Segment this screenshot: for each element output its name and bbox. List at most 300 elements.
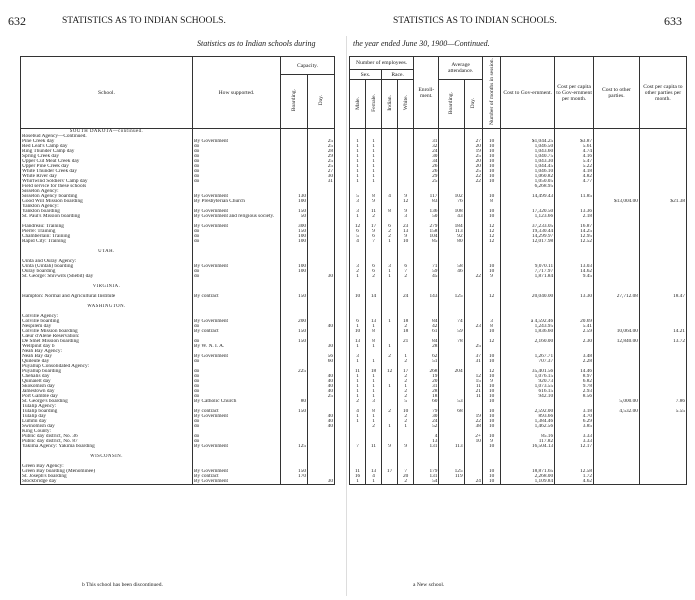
school-name-cell: SOUTH DAKOTA—continued. (21, 129, 193, 135)
cost-government-cell: 1,043.60 (501, 149, 555, 154)
cost-per-capita-cell: 4.70 (555, 414, 594, 419)
support-cell: do (193, 324, 281, 329)
right-statistics-table (349, 56, 687, 485)
male-cell: 7 (350, 444, 366, 449)
female-cell: 8 (366, 409, 382, 414)
capacity-day-cell: 25 (308, 159, 335, 164)
support-cell: By contract (193, 329, 281, 334)
male-cell: 3 (350, 354, 366, 359)
school-name-cell: Colville Mission boarding (21, 329, 193, 334)
female-cell: 1 (366, 359, 382, 364)
cost-per-capita-cell: 9.45 (555, 274, 594, 279)
support-cell: do (193, 369, 281, 374)
months-cell: 10 (482, 159, 500, 164)
column-header-attendance-boarding: Boarding. (439, 80, 464, 129)
capacity-boarding-cell: 200 (281, 319, 308, 324)
school-name-cell: Rapid City: Training (21, 239, 193, 244)
capacity-boarding-cell: 150 (281, 409, 308, 414)
cost-government-cell: 16,504.13 (501, 444, 555, 449)
attendance-boarding-cell: 184 (439, 224, 464, 229)
female-cell: 13 (366, 319, 382, 324)
enrollment-cell: 54 (414, 479, 439, 485)
column-header-months: Number of months in session. (482, 57, 500, 129)
support-cell: By contract (193, 474, 281, 479)
cost-government-cell: 893.66 (501, 414, 555, 419)
months-cell: 10 (482, 144, 500, 149)
table-row (350, 479, 687, 485)
cost-per-capita-cell: 4.62 (555, 479, 594, 485)
support-cell: By Government (193, 479, 281, 485)
cost-other-per-capita-cell: 18.47 (639, 294, 686, 299)
column-header-male: Male. (350, 80, 366, 129)
cost-other-cell (594, 479, 640, 485)
female-cell: 1 (366, 414, 382, 419)
attendance-day-cell: 37 (464, 354, 482, 359)
school-name-cell: UTAH. (21, 249, 193, 254)
left-running-title: STATISTICS AS TO INDIAN SCHOOLS. (62, 16, 226, 26)
support-cell: do (193, 439, 281, 444)
school-name-cell: De Smet Mission boarding (21, 339, 193, 344)
indian-cell: 1 (382, 384, 398, 389)
months-cell: 12 (482, 294, 500, 299)
capacity-boarding-cell: 50 (281, 214, 308, 219)
female-cell: 18 (366, 369, 382, 374)
months-cell: 10 (482, 389, 500, 394)
support-cell: do (193, 164, 281, 169)
school-name-cell: Yankton boarding (21, 209, 193, 214)
support-cell: By Government and religious society. (193, 214, 281, 219)
female-cell: 1 (366, 169, 382, 174)
enrollment-cell: 28 (414, 389, 439, 394)
enrollment-cell: 131 (414, 474, 439, 479)
support-cell: By Government (193, 414, 281, 419)
support-cell: do (193, 159, 281, 164)
cost-government-cell: 14,499.43 (501, 194, 555, 199)
attendance-boarding-cell: 113 (439, 229, 464, 234)
cost-government-cell: 1,073.55 (501, 384, 555, 389)
cost-government-cell: 1,267.71 (501, 354, 555, 359)
white-cell: 24 (398, 294, 414, 299)
cost-government-cell: 19,330.44 (501, 229, 555, 234)
attendance-day-cell: 22 (464, 274, 482, 279)
cost-government-cell: 2,592.00 (501, 409, 555, 414)
white-cell: 9 (398, 234, 414, 239)
attendance-boarding-cell: 204 (439, 369, 464, 374)
enrollment-cell: 25 (414, 179, 439, 184)
white-cell: 2 (398, 479, 414, 485)
school-name-cell: White Thunder Creek day (21, 169, 193, 174)
capacity-day-cell: 60 (308, 359, 335, 364)
white-cell: 9 (398, 194, 414, 199)
attendance-day-cell: 11 (464, 394, 482, 399)
capacity-boarding-cell: 100 (281, 264, 308, 269)
months-cell: 10 (482, 434, 500, 439)
school-name-cell: Green Bay boarding (Menominee) (21, 469, 193, 474)
capacity-boarding-cell: 130 (281, 194, 308, 199)
female-cell: 1 (366, 174, 382, 179)
school-name-cell: Upper Cut Meat Creek day (21, 159, 193, 164)
capacity-day-cell: 40 (308, 424, 335, 429)
cost-per-capita-cell: 5.41 (555, 324, 594, 329)
months-cell: 10 (482, 444, 500, 449)
cost-other-per-capita-cell: 7.86 (639, 399, 686, 404)
capacity-boarding-cell: 80 (281, 399, 308, 404)
male-cell: 4 (350, 409, 366, 414)
cost-government-cell: 2,268.00 (501, 474, 555, 479)
female-cell: 8 (366, 329, 382, 334)
cost-per-capita-cell: 5.61 (555, 144, 594, 149)
school-name-cell: Pine Creek day (21, 139, 193, 144)
support-cell: do (193, 229, 281, 234)
months-cell: 10 (482, 214, 500, 219)
capacity-boarding-cell: 300 (281, 224, 308, 229)
white-cell: 18 (398, 329, 414, 334)
months-cell: 10 (482, 194, 500, 199)
months-cell: 10 (482, 374, 500, 379)
female-cell: 1 (366, 149, 382, 154)
indian-cell: 1 (382, 269, 398, 274)
cost-per-capita-cell: 14.25 (555, 229, 594, 234)
capacity-day-cell: 30 (308, 344, 335, 349)
support-cell: do (193, 234, 281, 239)
attendance-day-cell: 22 (464, 419, 482, 424)
indian-cell: 4 (382, 194, 398, 199)
white-cell: 7 (398, 469, 414, 474)
attendance-day-cell: 22 (464, 174, 482, 179)
enrollment-cell: 45 (414, 274, 439, 279)
cost-government-cell: 616.15 (501, 389, 555, 394)
male-cell: 1 (350, 384, 366, 389)
cost-per-capita-cell: 12.17 (555, 444, 594, 449)
female-cell: 9 (366, 229, 382, 234)
male-cell: 3 (350, 264, 366, 269)
enrollment-cell: 18 (414, 394, 439, 399)
cost-government-cell: 37,233.05 (501, 224, 555, 229)
capacity-day-cell: 40 (308, 384, 335, 389)
attendance-day-cell: 24 (464, 479, 482, 485)
capacity-day-cell: 30 (308, 274, 335, 279)
cost-per-capita-cell: 1.72 (555, 474, 594, 479)
capacity-boarding-cell: 150 (281, 209, 308, 214)
school-name-cell: Swinomish day (21, 424, 193, 429)
attendance-day-cell: 38 (464, 424, 482, 429)
cost-other-cell: 12,840.00 (594, 339, 640, 344)
cost-per-capita-cell: 14.62 (555, 269, 594, 274)
male-cell: 1 (350, 419, 366, 424)
attendance-day-cell: 31 (464, 359, 482, 364)
male-cell: 16 (350, 474, 366, 479)
school-name-cell: Rosebud Agency—Continued. (21, 134, 193, 139)
capacity-day-cell: 28 (308, 149, 335, 154)
support-cell: do (193, 154, 281, 159)
cost-other-per-capita-cell: 14.21 (639, 329, 686, 334)
capacity-day-cell: 25 (308, 394, 335, 399)
cost-government-cell: 1,109.84 (501, 479, 555, 485)
white-cell: 10 (398, 409, 414, 414)
column-header-cost-other: Cost to other parties. (594, 57, 640, 129)
male-cell: 1 (350, 164, 366, 169)
enrollment-cell: 31 (414, 139, 439, 144)
male-cell: 1 (350, 414, 366, 419)
months-cell: 12 (482, 339, 500, 344)
indian-cell: 2 (382, 409, 398, 414)
capacity-day-cell: 40 (308, 324, 335, 329)
attendance-day-cell: 19 (464, 414, 482, 419)
attendance-boarding-cell: 119 (439, 474, 464, 479)
support-cell: do (193, 269, 281, 274)
months-cell: 10 (482, 414, 500, 419)
cost-per-capita-cell: 5.47 (555, 159, 594, 164)
months-cell: 10 (482, 479, 500, 485)
enrollment-cell: 26 (414, 164, 439, 169)
white-cell: 17 (398, 369, 414, 374)
school-name-cell: Good Will Mission boarding (21, 199, 193, 204)
school-name-cell: Jamestown day (21, 389, 193, 394)
months-cell: 10 (482, 269, 500, 274)
column-header-support: How supported. (193, 57, 281, 129)
attendance-day-cell: 25 (464, 344, 482, 349)
capacity-boarding-cell: 100 (281, 199, 308, 204)
cost-per-capita-cell: 8.56 (555, 394, 594, 399)
cost-government-cell: 1,046.10 (501, 169, 555, 174)
cost-per-capita-cell: 3.48 (555, 354, 594, 359)
cost-per-capita-cell: 4.16 (555, 154, 594, 159)
female-cell: 8 (366, 339, 382, 344)
column-header-female: Female. (366, 80, 382, 129)
cost-government-cell: 1,050.05 (501, 179, 555, 184)
column-header-attendance-day: Day. (464, 80, 482, 129)
school-name-cell: Port Gamble day (21, 394, 193, 399)
white-cell: 3 (398, 214, 414, 219)
school-name-cell: Public day district, No. 87 (21, 439, 193, 444)
cost-per-capita-cell: 3.33 (555, 439, 594, 444)
attendance-day-cell: 19 (464, 149, 482, 154)
attendance-day-cell: 15 (464, 379, 482, 384)
white-cell: 2 (398, 379, 414, 384)
attendance-day-cell: 25 (464, 154, 482, 159)
female-cell: 1 (366, 179, 382, 184)
female-cell: 11 (366, 209, 382, 214)
female-cell: 17 (366, 224, 382, 229)
male-cell: 3 (350, 209, 366, 214)
cost-per-capita-cell: 9.78 (555, 384, 594, 389)
enrollment-cell: 85 (414, 239, 439, 244)
attendance-boarding-cell: 46 (439, 269, 464, 274)
female-cell: 6 (366, 234, 382, 239)
cost-per-capita-cell: 11.85 (555, 194, 594, 199)
school-name-cell: Nespilem day (21, 324, 193, 329)
enrollment-cell: 51 (414, 359, 439, 364)
enrollment-cell: 28 (414, 344, 439, 349)
school-name-cell: Ring Thunder Camp day (21, 149, 193, 154)
male-cell: 1 (350, 389, 366, 394)
support-cell: do (193, 179, 281, 184)
attendance-boarding-cell: 102 (439, 194, 464, 199)
support-cell: By Government (193, 264, 281, 269)
cost-other-per-capita-cell (639, 479, 686, 485)
cost-other-cell: 27,712.08 (594, 294, 640, 299)
cost-per-capita-cell: 16.87 (555, 224, 594, 229)
male-cell: 1 (350, 154, 366, 159)
support-cell: do (193, 339, 281, 344)
school-name-cell: Lummi day (21, 419, 193, 424)
cost-government-cell: 1,871.84 (501, 274, 555, 279)
support-cell: do (193, 419, 281, 424)
male-cell: 5 (350, 234, 366, 239)
attendance-boarding-cell: 125 (439, 294, 464, 299)
female-cell: 11 (366, 444, 382, 449)
cost-government-cell: 1,462.56 (501, 424, 555, 429)
attendance-day-cell: 23 (464, 324, 482, 329)
left-statistics-table (20, 56, 335, 485)
indian-cell: 6 (382, 224, 398, 229)
support-cell: do (193, 274, 281, 279)
cost-government-cell: 35,401.56 (501, 369, 555, 374)
support-cell: do (193, 374, 281, 379)
capacity-day-cell: 25 (308, 144, 335, 149)
attendance-day-cell: 21 (464, 389, 482, 394)
indian-cell: 2 (382, 234, 398, 239)
cost-government-cell: 1,040.75 (501, 154, 555, 159)
school-name-cell: Spring Creek day (21, 154, 193, 159)
male-cell: 1 (350, 144, 366, 149)
right-running-title: STATISTICS AS TO INDIAN SCHOOLS. (393, 16, 557, 26)
female-cell: 1 (366, 139, 382, 144)
cost-per-capita-cell: 4.82 (555, 174, 594, 179)
attendance-day-cell: 22 (464, 179, 482, 184)
male-cell: 1 (350, 374, 366, 379)
male-cell: 1 (350, 274, 366, 279)
enrollment-cell: 79 (414, 409, 439, 414)
capacity-boarding-cell: 100 (281, 234, 308, 239)
indian-cell: 1 (382, 319, 398, 324)
cost-per-capita-cell: 4.77 (555, 179, 594, 184)
cost-per-capita-cell: 12.95 (555, 234, 594, 239)
column-header-capacity-day: Day. (308, 75, 335, 129)
support-cell: By W. N. I. A. (193, 344, 281, 349)
support-cell: do (193, 149, 281, 154)
cost-per-capita-cell: 12.52 (555, 239, 594, 244)
capacity-day-cell: 40 (308, 414, 335, 419)
cost-government-cell: 1,384.46 (501, 419, 555, 424)
enrollment-cell: 179 (414, 469, 439, 474)
female-cell: 1 (366, 159, 382, 164)
indian-cell: 1 (382, 274, 398, 279)
enrollment-cell: 84 (414, 319, 439, 324)
female-cell: 6 (366, 264, 382, 269)
cost-per-capita-cell: 8.97 (555, 374, 594, 379)
school-name-cell: Green Bay Agency: (21, 464, 193, 469)
school-name-cell: Flandreau: Training (21, 224, 193, 229)
male-cell: 1 (350, 149, 366, 154)
capacity-day-cell: 30 (308, 174, 335, 179)
months-cell: 10 (482, 419, 500, 424)
support-cell: By contract (193, 409, 281, 414)
cost-government-cell: 1,046.50 (501, 144, 555, 149)
footnote-new-school: a New school. (413, 582, 445, 588)
capacity-boarding-cell: 150 (281, 294, 308, 299)
school-name-cell: Chehalis day (21, 374, 193, 379)
school-name-cell: Yankton Agency: (21, 204, 193, 209)
cost-government-cell: 1,044.45 (501, 164, 555, 169)
capacity-boarding-cell: 150 (281, 229, 308, 234)
cost-per-capita-cell: 2.18 (555, 214, 594, 219)
white-cell: 2 (398, 274, 414, 279)
column-header-employees: Number of employees. (350, 57, 414, 70)
white-cell: 12 (398, 199, 414, 204)
cost-per-capita-cell: 2.59 (555, 329, 594, 334)
support-cell: By Government (193, 469, 281, 474)
attendance-day-cell: 25 (464, 169, 482, 174)
capacity-boarding-cell: 100 (281, 239, 308, 244)
capacity-day-cell: 56 (308, 354, 335, 359)
column-header-school: School. (21, 57, 193, 129)
school-name-cell: Puyallup boarding (21, 369, 193, 374)
cost-government-cell: 17,320.50 (501, 209, 555, 214)
cost-per-capita-cell: 13.30 (555, 294, 594, 299)
enrollment-cell: 61 (414, 329, 439, 334)
cost-per-capita-cell: 3.85 (555, 424, 594, 429)
support-cell: do (193, 424, 281, 429)
cost-other-per-capita-cell: $21.38 (639, 199, 686, 204)
school-name-cell: Sisseton Agency: (21, 189, 193, 194)
months-cell: 10 (482, 359, 500, 364)
white-cell: 2 (398, 389, 414, 394)
white-cell: 23 (398, 224, 414, 229)
cost-government-cell: 117.82 (501, 439, 555, 444)
male-cell: 1 (350, 169, 366, 174)
school-name-cell: Whirlwind Soldiers' Camp day (21, 179, 193, 184)
white-cell: 21 (398, 339, 414, 344)
attendance-boarding-cell: 78 (439, 339, 464, 344)
school-name-cell: WASHINGTON. (21, 304, 193, 309)
cost-government-cell: 14,299.97 (501, 234, 555, 239)
months-cell: 8 (482, 324, 500, 329)
school-name-cell: VIRGINIA. (21, 284, 193, 289)
capacity-boarding-cell: 150 (281, 469, 308, 474)
school-name-cell: Field service for these schools (21, 184, 193, 189)
months-cell: 10 (482, 409, 500, 414)
school-name-cell: Yakima Agency: Yakima boarding (21, 444, 193, 449)
cost-government-cell: 2,160.00 (501, 339, 555, 344)
enrollment-cell: 50 (414, 214, 439, 219)
enrollment-cell: 52 (414, 424, 439, 429)
cost-government-cell: 1,123.66 (501, 214, 555, 219)
capacity-day-cell: 40 (308, 379, 335, 384)
indian-cell: 9 (382, 444, 398, 449)
female-cell: 1 (366, 344, 382, 349)
attendance-day-cell: 20 (464, 164, 482, 169)
enrollment-cell: 31 (414, 384, 439, 389)
attendance-boarding-cell: 68 (439, 409, 464, 414)
capacity-boarding-cell (281, 479, 308, 485)
male-cell: 6 (350, 229, 366, 234)
cost-per-capita-cell: 6.82 (555, 379, 594, 384)
capacity-day-cell: 27 (308, 169, 335, 174)
school-name-cell: Stockbridge day (21, 479, 193, 485)
attendance-day-cell: 20 (464, 144, 482, 149)
school-name-cell: King County: (21, 429, 193, 434)
subtitle-left: Statistics as to Indian schools during (197, 39, 316, 48)
cost-government-cell: 1,836.60 (501, 329, 555, 334)
months-cell: 3 (482, 319, 500, 324)
months-cell: 9 (482, 274, 500, 279)
cost-per-capita-cell: 4.74 (555, 149, 594, 154)
cost-per-capita-cell: 13.36 (555, 209, 594, 214)
months-cell: 10 (482, 469, 500, 474)
attendance-day-cell: 2+ (464, 434, 482, 439)
white-cell: 2 (398, 374, 414, 379)
